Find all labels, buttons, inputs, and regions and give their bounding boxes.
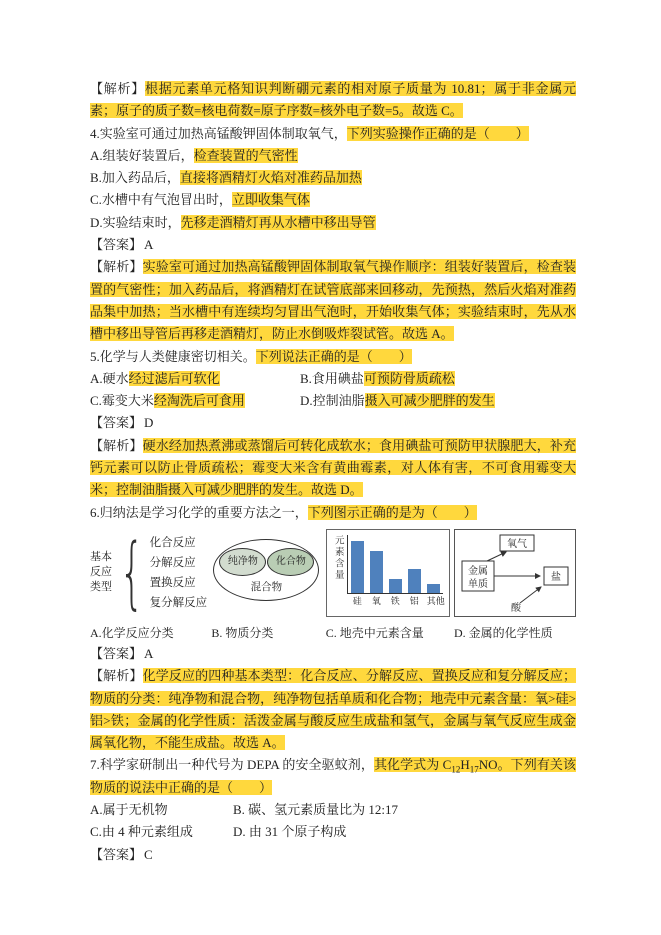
q4-option-a bbox=[90, 145, 576, 167]
bar-label: 铝 bbox=[409, 595, 419, 606]
panel-a-caption: A.化学反应分类 bbox=[90, 625, 174, 640]
analysis-label: 【解析】 bbox=[90, 81, 145, 96]
q7-option-d: D. 由 31 个原子构成 bbox=[233, 824, 347, 840]
figure-panel-element-abundance-chart bbox=[326, 529, 450, 640]
option-text-highlight: 经过滤后可软化 bbox=[128, 370, 220, 386]
q5-option-a bbox=[90, 368, 300, 390]
q7-option-a: A.属于无机物 bbox=[90, 802, 168, 818]
q6-stem bbox=[90, 502, 576, 524]
q4-answer-line bbox=[90, 234, 576, 256]
answer-label: 【答案】 bbox=[90, 846, 143, 862]
q4-analysis-block bbox=[90, 256, 576, 345]
bar-chart-plot bbox=[347, 535, 443, 613]
q6-stem-highlight: 下列图示正确的是为（ ） bbox=[307, 504, 477, 520]
y-axis-label: 元素含量 bbox=[332, 534, 343, 581]
list-item: 复分解反应 bbox=[149, 596, 208, 609]
q5-stem-highlight: 下列说法正确的是（ ） bbox=[255, 348, 412, 364]
analysis-label: 【解析】 bbox=[90, 259, 143, 275]
q4-stem-highlight: 下列实验操作正确的是（ ） bbox=[346, 125, 529, 141]
answer-value: D bbox=[144, 415, 154, 431]
side-label-line: 基本 bbox=[90, 551, 112, 564]
metal-properties-diagram bbox=[454, 529, 576, 617]
mixture-ellipse bbox=[213, 539, 319, 601]
option-text-highlight: 立即收集气体 bbox=[231, 192, 310, 208]
side-label-line: 类型 bbox=[90, 581, 112, 594]
reaction-types-diagram bbox=[90, 529, 207, 617]
acid-label: 酸 bbox=[510, 602, 521, 614]
reaction-types-side-label bbox=[90, 550, 112, 595]
panel-d-caption: D. 金属的化学性质 bbox=[453, 625, 553, 640]
option-text: D.实验结束时， bbox=[90, 214, 181, 230]
oxygen-box-label: 氧气 bbox=[506, 538, 527, 550]
q7-stem-plain: 7.科学家研制出一种代号为 DEPA 的安全驱蚊剂， bbox=[90, 757, 374, 773]
formula-part: 其化学式为 C bbox=[373, 757, 452, 773]
q5-stem-plain: 5.化学与人类健康密切相关。 bbox=[90, 348, 256, 364]
formula-part: H bbox=[460, 757, 470, 773]
analysis-label: 【解析】 bbox=[90, 668, 143, 684]
q6-stem-plain: 6.归纳法是学习化学的重要方法之一， bbox=[90, 504, 308, 520]
option-text: C.水槽中有气泡冒出时， bbox=[90, 192, 232, 208]
q5-option-d bbox=[300, 390, 495, 412]
q5-option-c bbox=[90, 390, 300, 412]
metal-box-label: 金属 bbox=[467, 565, 488, 577]
panel-b-caption: B. 物质分类 bbox=[211, 625, 274, 640]
answer-label: 【答案】 bbox=[90, 237, 143, 253]
option-text: C.霉变大米 bbox=[90, 393, 154, 409]
analysis-text: 硬水经加热煮沸或蒸馏后可转化成软水；食用碘盐可预防甲状腺肥大，补充钙元素可以防止骨质疏松；霉变大米含有黄曲霉素，对人体有害，不可食用霉变大米；控制油脂摄入可减少肥胖的发生。故选 D。 bbox=[90, 437, 576, 498]
option-text-highlight: 摄入可减少肥胖的发生 bbox=[364, 393, 495, 409]
option-text: A.组装好装置后， bbox=[90, 147, 194, 163]
option-text-highlight: 先移走酒精灯再从水槽中移出导管 bbox=[180, 214, 376, 230]
bar-label: 氧 bbox=[371, 595, 381, 606]
option-text-highlight: 经淘洗后可食用 bbox=[153, 393, 245, 409]
q7-options-row-1 bbox=[90, 799, 576, 821]
formula-subscript: 12 bbox=[451, 765, 461, 776]
mixture-label: 混合物 bbox=[250, 581, 283, 593]
q7-option-c: C.由 4 种元素组成 bbox=[90, 824, 193, 840]
bar-chart-labels bbox=[348, 594, 443, 607]
q4-stem-plain: 4.实验室可通过加热高锰酸钾固体制取氧气， bbox=[90, 125, 347, 141]
q6-figure bbox=[90, 529, 576, 640]
formula-subscript: 17 bbox=[469, 765, 479, 776]
q4-option-b bbox=[90, 167, 576, 189]
answer-value: A bbox=[144, 237, 154, 253]
figure-panel-substance-classification bbox=[211, 529, 321, 640]
side-label-line: 反应 bbox=[90, 566, 112, 579]
answer-value: C bbox=[144, 846, 153, 862]
figure-panel-metal-properties bbox=[454, 529, 576, 640]
option-text-highlight: 直接将酒精灯火焰对准药品加热 bbox=[179, 170, 362, 186]
q4-option-c bbox=[90, 189, 576, 211]
option-text-highlight: 可预防骨质疏松 bbox=[363, 370, 455, 386]
compound-ellipse: 化合物 bbox=[267, 548, 314, 576]
q5-option-b bbox=[300, 368, 455, 390]
bar-其他 bbox=[427, 584, 440, 593]
formula-part: NO bbox=[478, 757, 498, 773]
venn-diagram bbox=[211, 529, 321, 617]
acid-to-salt-arrow bbox=[520, 587, 541, 603]
list-item: 分解反应 bbox=[149, 556, 196, 569]
brace-glyph: { bbox=[119, 527, 145, 618]
q5-options-row-2 bbox=[90, 390, 576, 412]
option-text: B.食用碘盐 bbox=[300, 370, 364, 386]
analysis-text: 实验室可通过加热高锰酸钾固体制取氧气操作顺序：组装好装置后，检查装置的气密性；加入药品后，将酒精灯在试管底部来回移动，先预热，然后火焰对准药品集中加热；当水槽中有连续均匀冒出气泡时，开始收集气体；实验结束时，先从水槽中移出导管后再移走酒精灯，防止水倒吸炸裂试管。故选 A。 bbox=[90, 259, 576, 342]
option-text: D.控制油脂 bbox=[300, 393, 365, 409]
q4-stem bbox=[90, 123, 576, 145]
pure-substance-ellipse: 纯净物 bbox=[219, 548, 266, 576]
option-text-highlight: 检查装置的气密性 bbox=[193, 147, 298, 163]
answer-label: 【答案】 bbox=[90, 645, 143, 661]
q7-answer-line bbox=[90, 844, 576, 866]
q5-stem bbox=[90, 346, 576, 368]
answer-value: A bbox=[144, 645, 154, 661]
bar-硅 bbox=[351, 541, 364, 593]
metal-box-label: 单质 bbox=[467, 578, 488, 590]
figure-panel-reaction-types bbox=[90, 529, 207, 640]
bar-label: 铁 bbox=[390, 595, 400, 606]
list-item: 置换反应 bbox=[149, 576, 196, 589]
bar-label: 硅 bbox=[352, 595, 362, 606]
bar-label: 其他 bbox=[426, 595, 445, 606]
option-text: A.硬水 bbox=[90, 370, 129, 386]
analysis-label: 【解析】 bbox=[90, 437, 143, 453]
q5-answer-line bbox=[90, 412, 576, 434]
analysis-text: 化学反应的四种基本类型：化合反应、分解反应、置换反应和复分解反应；物质的分类：纯净物和混合物，纯净物包括单质和化合物；地壳中元素含量：氧>硅>铝>铁；金属的化学性质：活泼金属与酸反应生成盐和氢气，金属与氧气反应生成金属氧化物，不能生成盐。故选 A。 bbox=[90, 668, 576, 751]
q6-answer-line bbox=[90, 643, 576, 665]
q7-options-row-2 bbox=[90, 821, 576, 843]
answer-label: 【答案】 bbox=[90, 415, 143, 431]
analysis-text: 根据元素单元格知识判断硼元素的相对原子质量为 10.81；属于非金属元素；原子的质子数=核电荷数=原子序数=核外电子数=5。故选 C。 bbox=[90, 81, 576, 119]
q5-options-row-1 bbox=[90, 368, 576, 390]
bar-铝 bbox=[408, 569, 421, 593]
q6-analysis-block bbox=[90, 665, 576, 754]
metal-to-oxygen-arrow bbox=[487, 552, 506, 561]
q7-option-b: B. 碳、氢元素质量比为 12:17 bbox=[233, 802, 399, 818]
panel-c-caption: C. 地壳中元素含量 bbox=[325, 625, 424, 640]
bar-氧 bbox=[370, 551, 383, 593]
bar-chart-bars bbox=[347, 535, 443, 594]
list-item: 化合反应 bbox=[149, 536, 196, 549]
q7-stem bbox=[90, 754, 576, 799]
q5-analysis-block bbox=[90, 435, 576, 502]
salt-box-label: 盐 bbox=[550, 571, 561, 583]
q7-stem-tail: 。下列有关该物质的说法中正确的是（ ） bbox=[90, 757, 576, 795]
bar-chart bbox=[326, 529, 450, 617]
analysis-block-q3 bbox=[90, 78, 576, 123]
q4-option-d bbox=[90, 212, 576, 234]
bar-铁 bbox=[389, 579, 402, 593]
option-text: B.加入药品后， bbox=[90, 170, 180, 186]
reaction-type-list bbox=[150, 533, 208, 613]
